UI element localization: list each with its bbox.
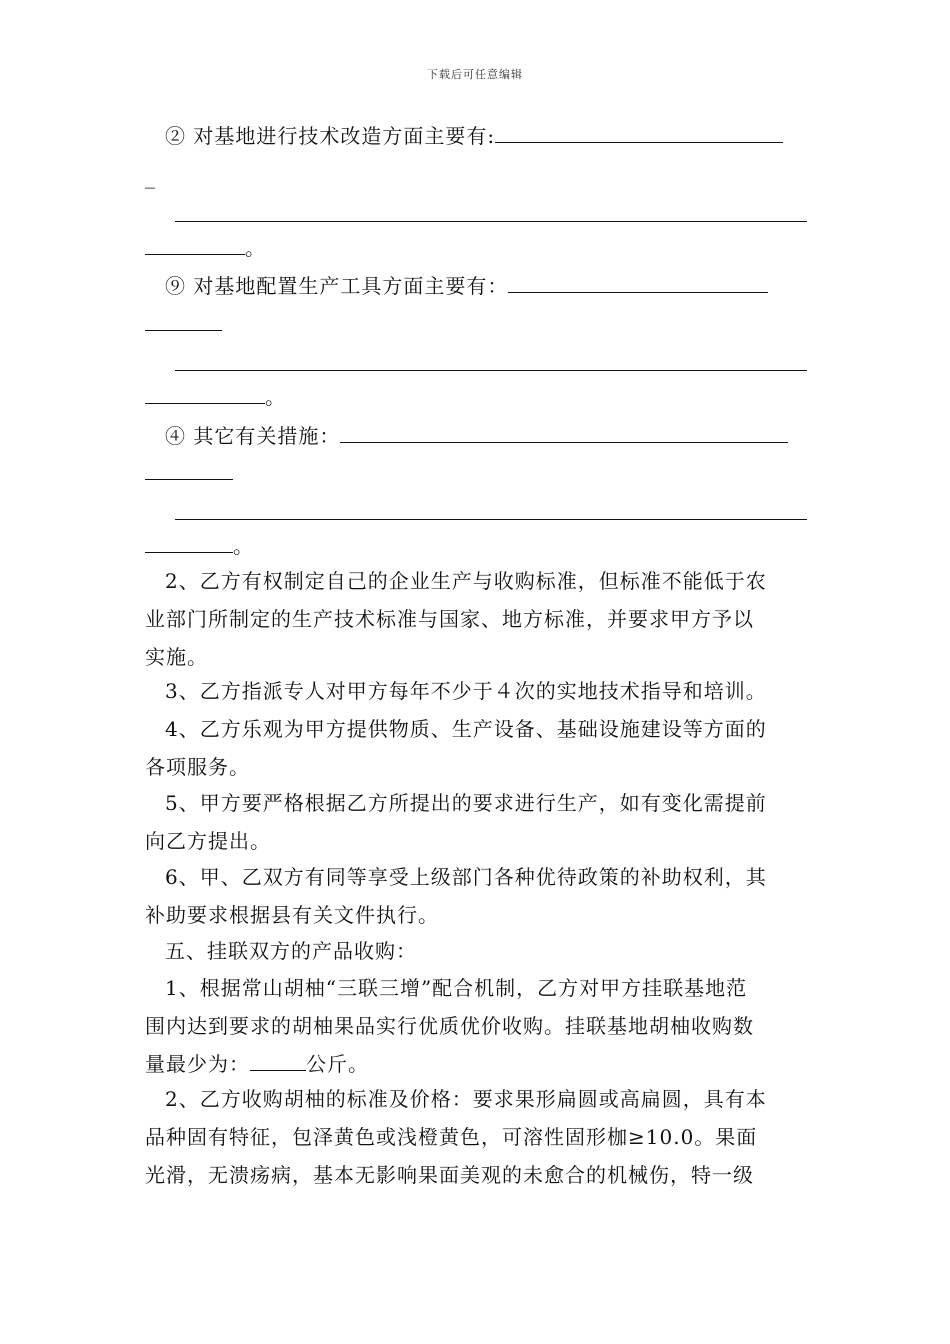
para2-line1: 2、乙方有权制定自己的企业生产与收购标准，但标准不能低于农 bbox=[165, 569, 767, 593]
section5-p2-line1: 2、乙方收购胡柚的标准及价格：要求果形扁圆或高扁圆，具有本 bbox=[165, 1087, 767, 1111]
para3-line1: 3、乙方指派专人对甲方每年不少于４次的实地技术指导和培训。 bbox=[165, 679, 767, 703]
section5-p1-line3 bbox=[145, 1050, 369, 1077]
section5-p1-line2: 围内达到要求的胡柚果品实行优质优价收购。挂联基地胡柚收购数 bbox=[145, 1014, 754, 1038]
item2-line bbox=[165, 122, 783, 149]
item2-last-line bbox=[145, 234, 266, 261]
item9-label: ⑨ 对基地配置生产工具方面主要有： bbox=[165, 274, 509, 298]
para5-line2: 向乙方提出。 bbox=[145, 829, 271, 853]
section5-p1-line1: 1、根据常山胡柚“三联三增”配合机制，乙方对甲方挂联基地范 bbox=[165, 976, 748, 1000]
item4-blank-line[interactable] bbox=[175, 519, 807, 520]
para2-line3: 实施。 bbox=[145, 645, 208, 669]
item9-last-line bbox=[145, 383, 286, 410]
item4-wrap-blank[interactable] bbox=[145, 479, 233, 480]
item4-end: 。 bbox=[233, 534, 254, 558]
item4-line bbox=[165, 422, 788, 449]
quantity-blank[interactable] bbox=[250, 1050, 306, 1071]
item9-tail-blank[interactable] bbox=[145, 383, 265, 404]
page-header: 下载后可任意编辑 bbox=[427, 68, 523, 81]
section5-p1-suffix: 公斤。 bbox=[306, 1052, 369, 1076]
item2-blank-line[interactable] bbox=[175, 221, 807, 222]
para4-line1: 4、乙方乐观为甲方提供物质、生产设备、基础设施建设等方面的 bbox=[165, 717, 767, 741]
item9-blank[interactable] bbox=[508, 272, 768, 293]
item2-blank[interactable] bbox=[495, 122, 783, 143]
item9-wrap-blank[interactable] bbox=[145, 330, 222, 331]
section5-p2-line3: 光滑，无溃疡病，基本无影响果面美观的未愈合的机械伤，特一级 bbox=[145, 1163, 754, 1187]
para6-line1: 6、甲、乙双方有同等享受上级部门各种优待政策的补助权利，其 bbox=[165, 865, 767, 889]
item9-line bbox=[165, 272, 768, 299]
item4-last-line bbox=[145, 532, 254, 559]
item4-blank[interactable] bbox=[340, 422, 788, 443]
item9-end: 。 bbox=[265, 385, 286, 409]
item9-blank-line[interactable] bbox=[175, 370, 807, 371]
section5-p2-line2: 品种固有特征，包泽黄色或浅橙黄色，可溶性固形枷≥10.0。果面 bbox=[145, 1125, 758, 1149]
item2-end: 。 bbox=[245, 236, 266, 260]
section5-heading: 五、挂联双方的产品收购： bbox=[165, 939, 417, 963]
item2-tail-blank[interactable] bbox=[145, 234, 245, 255]
item2-label: ② 对基地进行技术改造方面主要有: bbox=[165, 124, 496, 148]
section5-p1-prefix: 量最少为： bbox=[145, 1052, 250, 1076]
item4-label: ④ 其它有关措施： bbox=[165, 424, 341, 448]
para6-line2: 补助要求根据县有关文件执行。 bbox=[145, 903, 439, 927]
item4-tail-blank[interactable] bbox=[145, 532, 233, 553]
para5-line1: 5、甲方要严格根据乙方所提出的要求进行生产，如有变化需提前 bbox=[165, 791, 767, 815]
item2-wrap: _ bbox=[145, 165, 156, 189]
para2-line2: 业部门所制定的生产技术标准与国家、地方标准，并要求甲方予以 bbox=[145, 607, 754, 631]
para4-line2: 各项服务。 bbox=[145, 755, 250, 779]
